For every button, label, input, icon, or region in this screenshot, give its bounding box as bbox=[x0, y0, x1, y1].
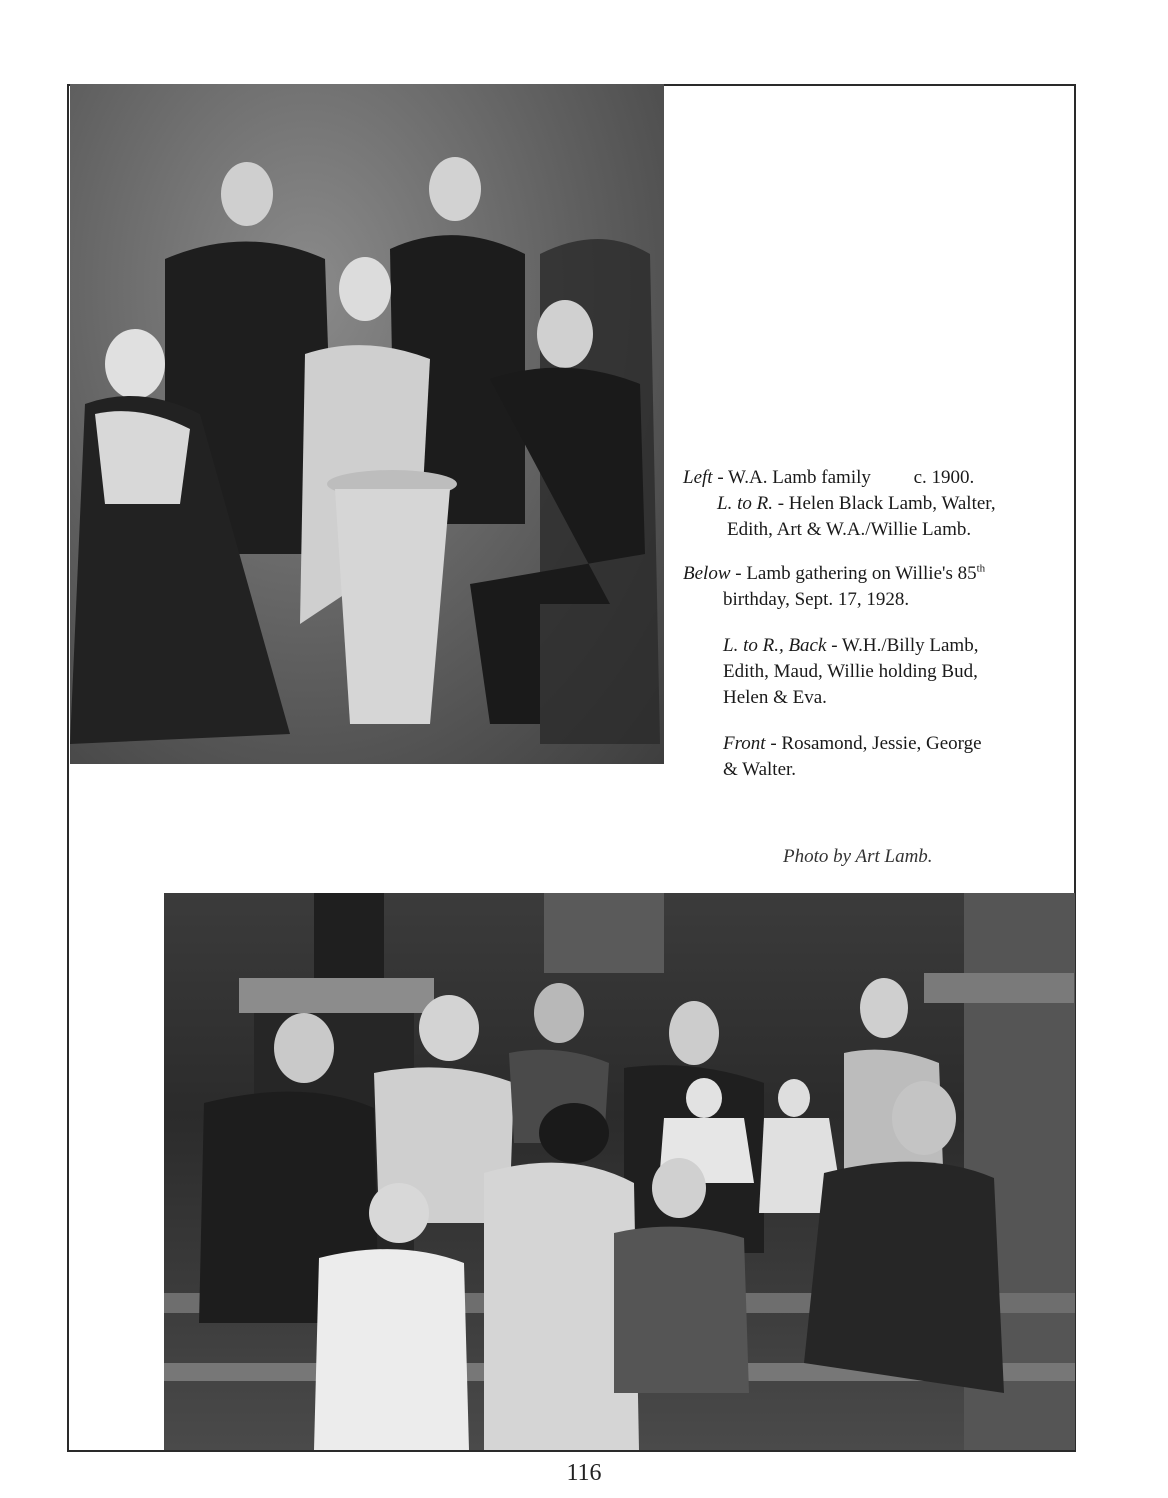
caption-below-text: - Lamb gathering on Willie's 85 bbox=[735, 563, 977, 584]
caption-back-label: L. to R., Back bbox=[723, 635, 827, 656]
caption-ltor-line1: - Helen Black Lamb, Walter, bbox=[777, 493, 996, 514]
family-portrait-photo bbox=[70, 84, 664, 764]
caption-left-label: Left bbox=[683, 467, 713, 488]
caption-back bbox=[683, 633, 1068, 659]
caption-front bbox=[683, 731, 1068, 757]
caption-back-line2: Edith, Maud, Willie holding Bud, bbox=[723, 661, 978, 682]
caption-ltor-line2: Edith, Art & W.A./Willie Lamb. bbox=[727, 519, 972, 540]
gathering-silhouettes bbox=[164, 893, 1075, 1450]
caption-block bbox=[683, 465, 1068, 783]
gathering-photo bbox=[164, 893, 1075, 1450]
caption-below-sup: th bbox=[976, 562, 986, 575]
caption-ltor-label: L. to R. bbox=[717, 493, 773, 514]
caption-below bbox=[683, 561, 1068, 587]
caption-front-line2: & Walter. bbox=[723, 759, 797, 780]
caption-front-label: Front bbox=[723, 733, 766, 754]
caption-left-ltor bbox=[683, 491, 1068, 517]
caption-back-line3: Helen & Eva. bbox=[723, 687, 827, 708]
caption-front-line1: - Rosamond, Jessie, George bbox=[770, 733, 982, 754]
caption-below-label: Below bbox=[683, 563, 731, 584]
caption-below-line2: birthday, Sept. 17, 1928. bbox=[723, 589, 910, 610]
page-number: 116 bbox=[566, 1460, 602, 1486]
caption-left-date: c. 1900. bbox=[913, 467, 975, 488]
caption-back-line1: - W.H./Billy Lamb, bbox=[831, 635, 979, 656]
portrait-silhouettes bbox=[70, 84, 664, 764]
caption-left bbox=[683, 465, 1068, 491]
photo-credit: Photo by Art Lamb. bbox=[783, 846, 933, 867]
caption-left-text: - W.A. Lamb family bbox=[717, 467, 871, 488]
